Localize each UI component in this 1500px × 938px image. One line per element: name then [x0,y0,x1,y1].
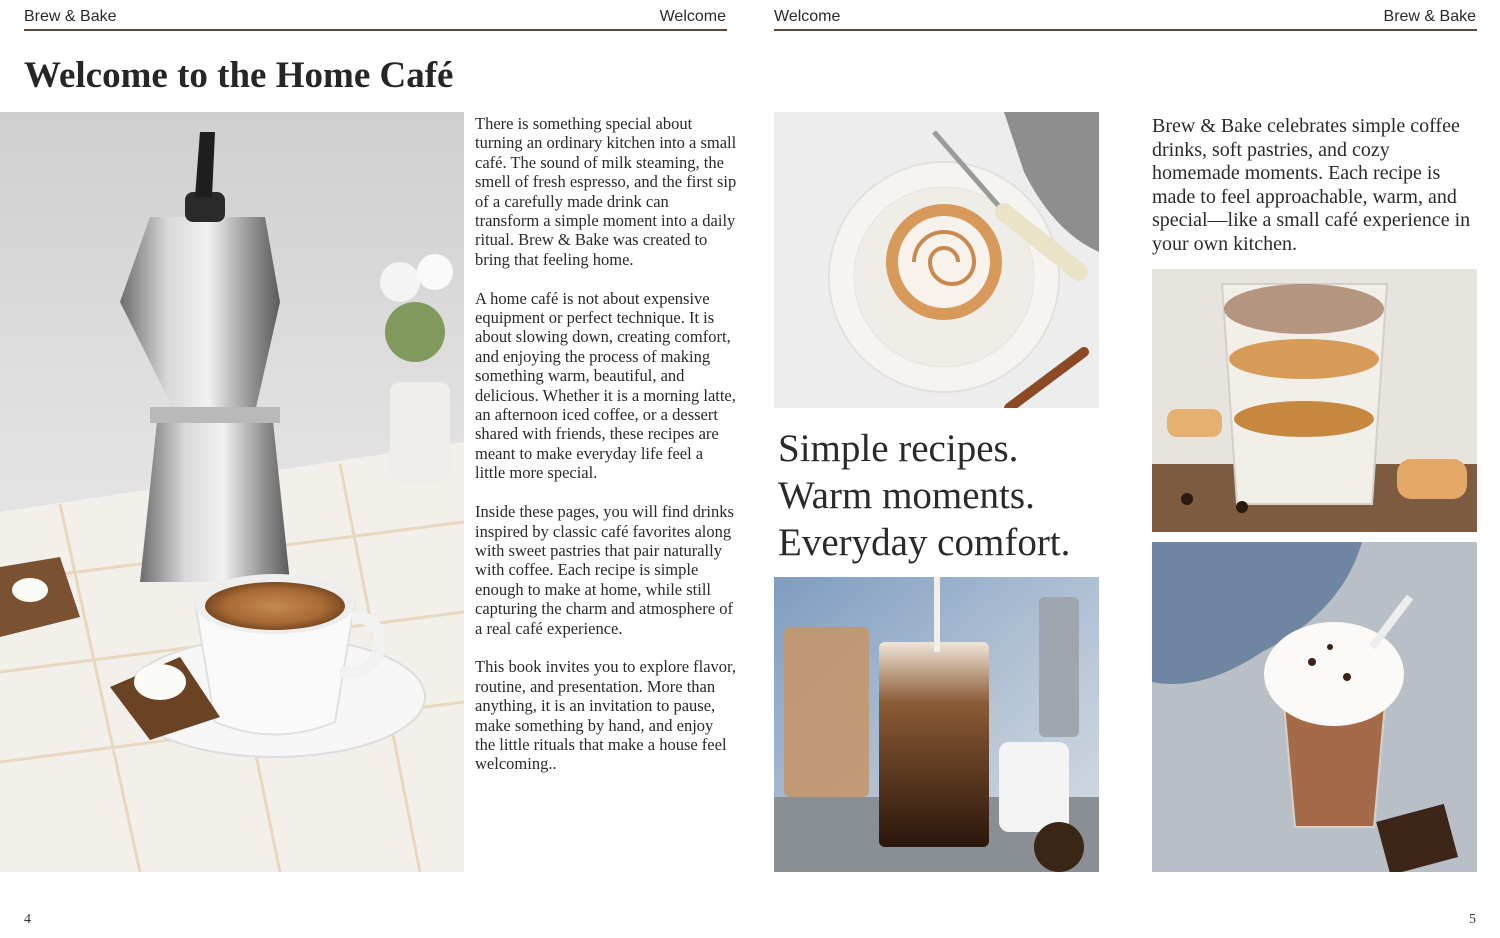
body-paragraph: A home café is not about expensive equipment or perfect technique. It is about slowing down, creating comfort, and enjoying the process of making something warm, beautiful, and delicious. Whether it is a morning latte, an afternoon iced coffee, or a dessert shared with friends, these recipes are meant to make everyday life feel a little more special. [475,288,736,483]
intro-blurb: Brew & Bake celebrates simple coffee drinks, soft pastries, and cozy homemade moments. Each recipe is made to feel approachable, warm, and special—like a small café experience in your own kitchen. [1152,115,1471,255]
header-rule [24,29,727,31]
page-number: 5 [1469,912,1476,927]
body-paragraph: Inside these pages, you will find drinks inspired by classic café favorites along with sweet pastries that pair naturally with coffee. Each recipe is simple enough to make at home, while still capturing the charm and atmosphere of a real café experience. [475,502,734,638]
page-title: Welcome to the Home Café [24,55,454,96]
mocha-frappe-photo [1152,542,1477,872]
header-rule [774,29,1477,31]
intro-body-text [475,114,737,793]
page-number: 4 [24,912,31,927]
body-paragraph: There is something special about turning an ordinary kitchen into a small café. The sound of milk steaming, the smell of fresh espresso, and the first sip of a carefully made drink can transform a simple moment into a daily ritual. Brew & Bake was created to bring that feeling home. [475,114,737,269]
iced-coffee-photo [774,577,1099,872]
running-header-book-title: Brew & Bake [1383,8,1476,25]
running-header-section: Welcome [774,8,841,25]
tiramisu-photo [1152,269,1477,532]
espresso-moka-pot-photo [0,112,464,872]
running-header-book-title: Brew & Bake [24,8,117,25]
tagline-line: Warm moments. [778,474,1035,517]
body-paragraph: This book invites you to explore flavor, routine, and presentation. More than anything, it is an invitation to pause, make something by hand, and enjoy the little rituals that make a house feel welcoming.. [475,657,737,774]
tagline [778,425,1070,566]
running-header-section: Welcome [659,8,726,25]
tagline-line: Everyday comfort. [778,521,1071,564]
cinnamon-roll-photo [774,112,1099,408]
tagline-line: Simple recipes. [778,427,1019,470]
